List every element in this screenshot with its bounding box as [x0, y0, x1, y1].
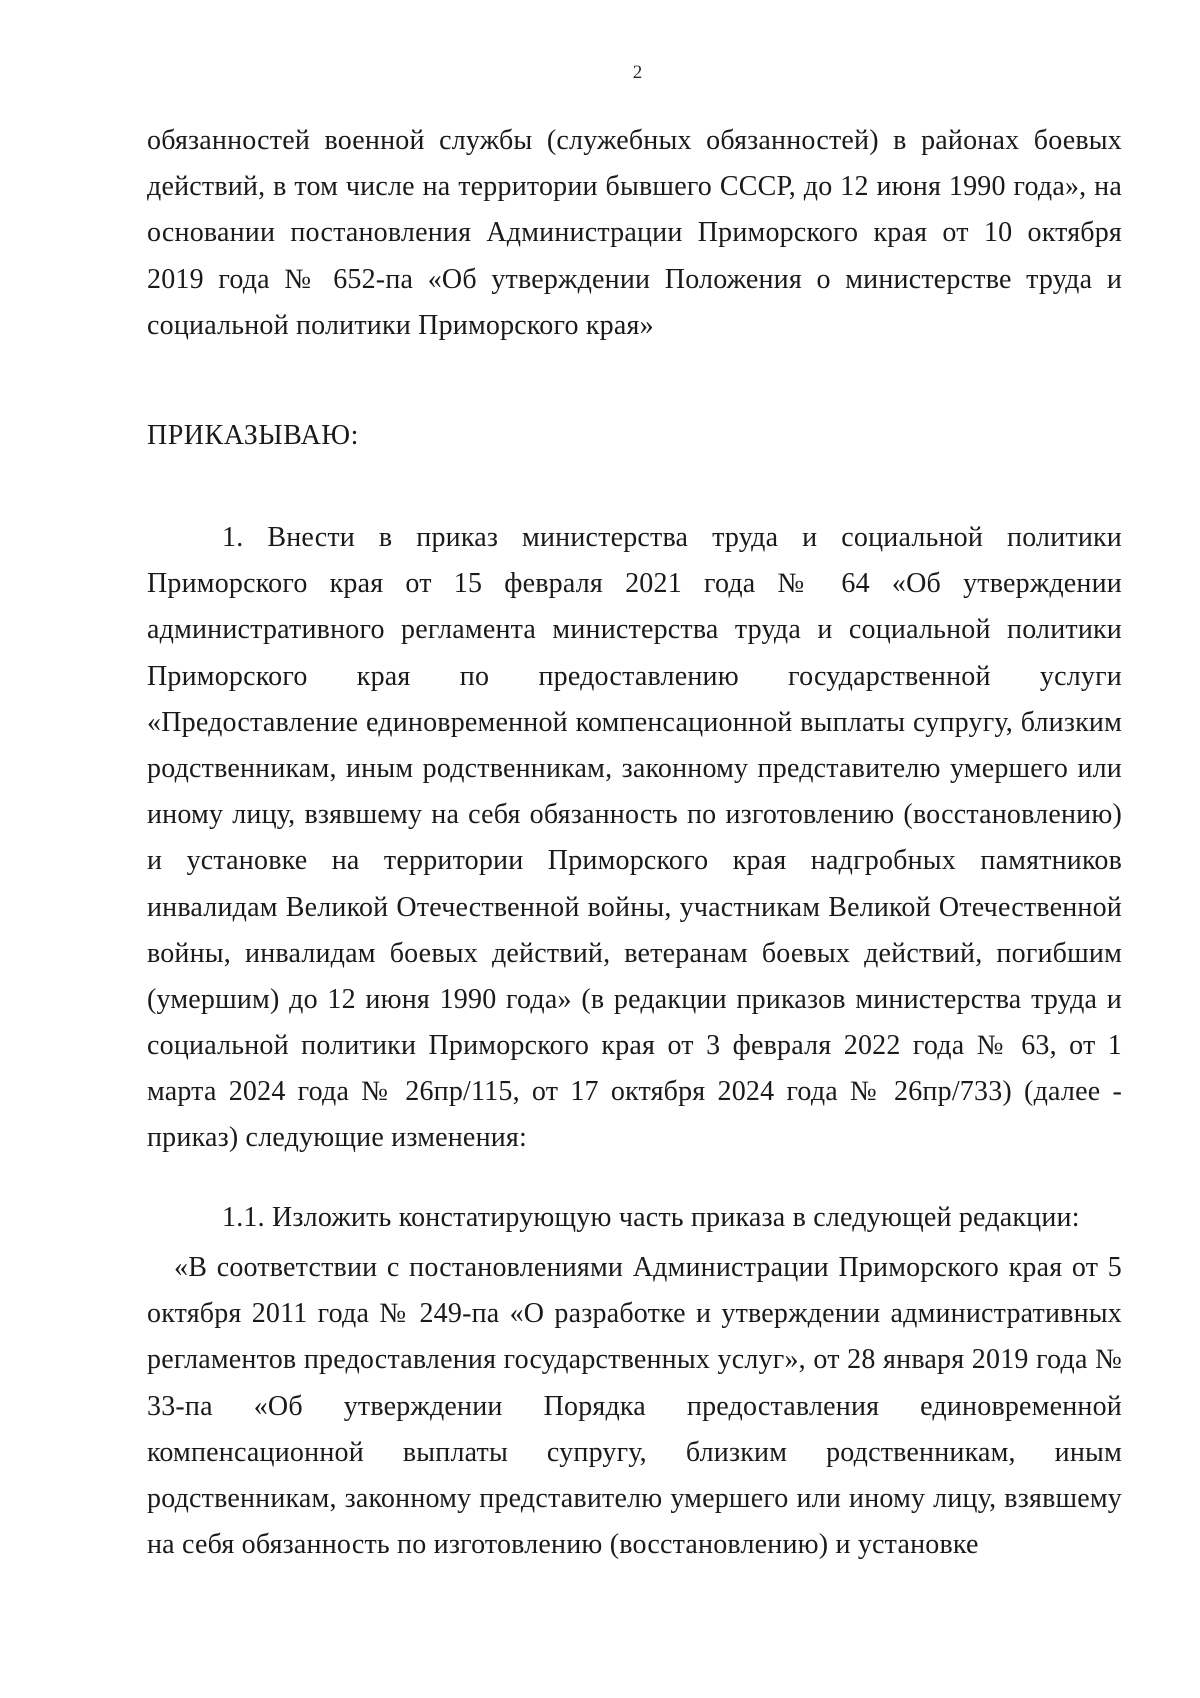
- item-1-1-paragraph: 1.1. Изложить констатирующую часть приказа в следующей редакции:: [222, 1202, 1080, 1233]
- item-1-paragraph: 1. Внести в приказ министерства труда и социальной политики Приморского края от 15 февраля 2021 года № 64 «Об утверждении административного регламента министерства труда и социальной политики Приморского края по предоставлению государственной услуги «Предоставление единовременной компенсационной выплаты супругу, близким родственникам, иным родственникам, законному представителю умершего или иному лицу, взявшему на себя обязанность по изготовлению (восстановлению) и установке на территории Приморского края надгробных памятников инвалидам Великой Отечественной войны, участникам Великой Отечественной войны, инвалидам боевых действий, ветеранам боевых действий, погибшим (умершим) до 12 июня 1990 года» (в редакции приказов министерства труда и социальной политики Приморского края от 3 февраля 2022 года № 63, от 1 марта 2024 года № 26пр/115, от 17 октября 2024 года № 26пр/733) (далее - приказ) следующие изменения:: [147, 522, 1122, 1154]
- intro-paragraph: обязанностей военной службы (служебных обязанностей) в районах боевых действий, в том числе на территории бывшего СССР, до 12 июня 1990 года», на основании постановления Администрации Приморского края от 10 октября 2019 года № 652-па «Об утверждении Положения о министерстве труда и социальной политики Приморского края»: [147, 125, 1122, 341]
- page-number: 2: [632, 62, 643, 83]
- order-heading: ПРИКАЗЫВАЮ:: [147, 420, 359, 451]
- quote-paragraph: «В соответствии с постановлениями Администрации Приморского края от 5 октября 2011 года № 249-па «О разработке и утверждении административных регламентов предоставления государственных услуг», от 28 января 2019 года № 33-па «Об утверждении Порядка предоставления единовременной компенсационной выплаты супругу, близким родственникам, иным родственникам, законному представителю умершего или иному лицу, взявшему на себя обязанность по изготовлению (восстановлению) и установке: [147, 1252, 1122, 1561]
